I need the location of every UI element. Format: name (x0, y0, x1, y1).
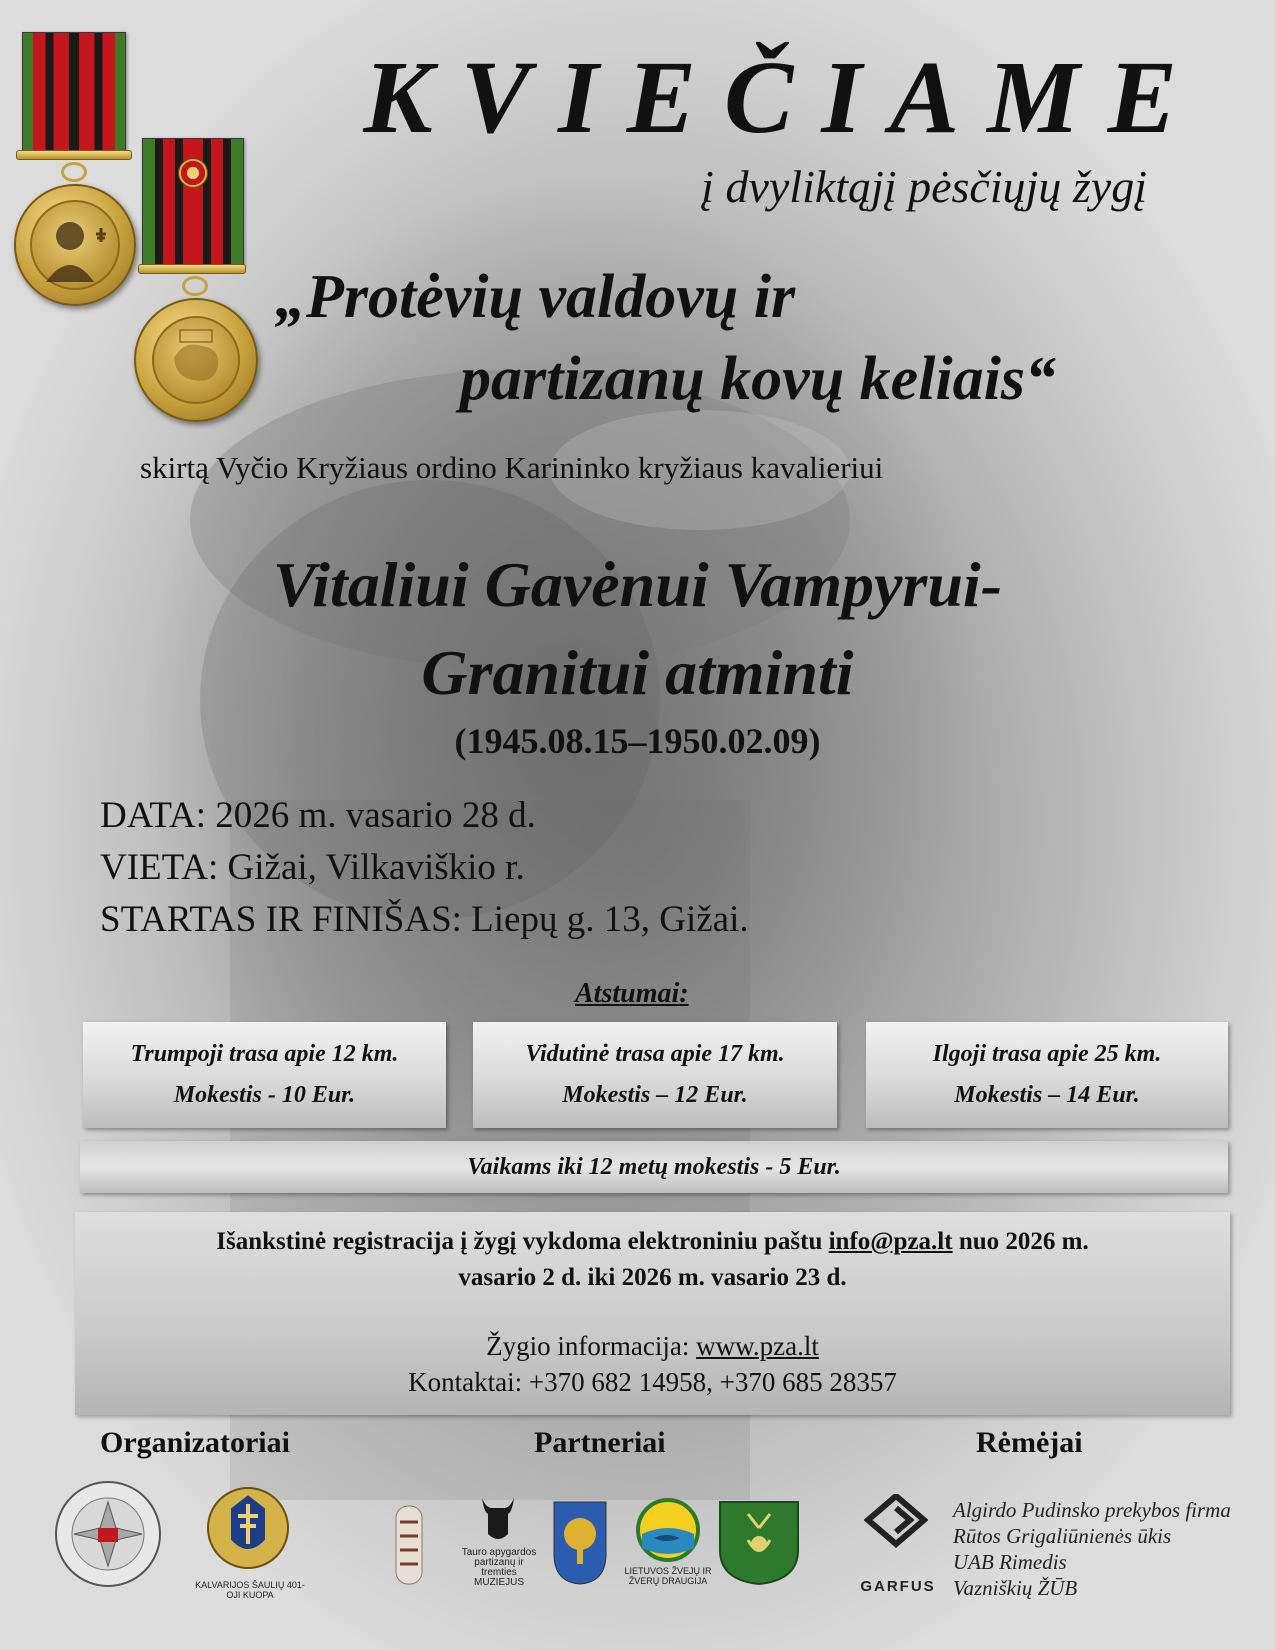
sponsor-item: Algirdo Pudinsko prekybos firma (953, 1498, 1231, 1522)
route-medium (473, 1022, 837, 1128)
route-long-fee: Mokestis – 14 Eur. (954, 1082, 1140, 1108)
distances-heading: Atstumai: (575, 978, 689, 1009)
event-place: VIETA: Gižai, Vilkaviškio r. (100, 847, 525, 888)
honoree-line2: Granitui atminti (421, 637, 854, 708)
riflemen-caption: KALVARIJOS ŠAULIŲ 401-OJI KUOPA (195, 1580, 305, 1600)
hunters-club-logo (718, 1500, 800, 1586)
route-long (866, 1022, 1228, 1128)
registration-text: Išankstinė registracija į žygį vykdoma elektroniniu paštu (216, 1228, 829, 1255)
volunteers-union-logo (52, 1478, 164, 1590)
route-medium-fee: Mokestis – 12 Eur. (562, 1082, 748, 1108)
route-long-name: Ilgoji trasa apie 25 km. (932, 1041, 1162, 1067)
event-name-line1: „Protėvių valdovų ir (275, 263, 796, 331)
dedication: skirtą Vyčio Kryžiaus ordino Karininko kryžiaus kavalieriui (140, 450, 884, 485)
route-short (83, 1022, 446, 1128)
event-start-finish: STARTAS IR FINIŠAS: Liepų g. 13, Gižai. (100, 899, 749, 940)
honoree-dates: (1945.08.15–1950.02.09) (454, 721, 821, 761)
sponsor-item: UAB Rimedis (953, 1550, 1067, 1574)
map-icon (154, 318, 238, 402)
sponsors-list (953, 1497, 1231, 1601)
sponsor-item: Vazniškių ŽŪB (953, 1576, 1078, 1600)
registration-period: vasario 2 d. iki 2026 m. vasario 23 d. (458, 1264, 847, 1291)
email-link[interactable]: info@pza.lt (828, 1228, 953, 1255)
honoree-line1: Vitaliui Gavėnui Vampyrui- (272, 549, 1003, 620)
fishing-society-caption: LIETUVOS ŽVEJŲ IR ŽVERŲ DRAUGIJA (624, 1566, 712, 1586)
event-date: DATA: 2026 m. vasario 28 d. (100, 795, 536, 836)
municipality-coat-of-arms (552, 1500, 608, 1586)
riflemen-logo (200, 1480, 296, 1580)
contacts: Kontaktai: +370 682 14958, +370 685 28357 (408, 1367, 897, 1397)
main-title: KVIEČIAME (363, 40, 1205, 155)
garfus-logo (864, 1494, 928, 1564)
museum-bull-icon (478, 1494, 518, 1544)
route-medium-name: Vidutinė trasa apie 17 km. (525, 1041, 785, 1067)
kids-fee: Vaikams iki 12 metų mokestis - 5 Eur. (80, 1141, 1228, 1193)
portrait-icon (32, 202, 118, 288)
registration-text-after: nuo 2026 m. (952, 1228, 1089, 1255)
route-short-fee: Mokestis - 10 Eur. (173, 1082, 356, 1108)
garfus-caption: GARFUS (860, 1578, 936, 1595)
subtitle: į dvyliktąjį pėsčiųjų žygį (701, 161, 1147, 212)
route-short-name: Trumpoji trasa apie 12 km. (130, 1041, 399, 1067)
website-link[interactable]: www.pza.lt (696, 1331, 819, 1361)
museum-caption: Tauro apygardos partizanų ir tremties MUZIEJUS (461, 1547, 537, 1588)
registration-panel (75, 1212, 1230, 1415)
sponsor-item: Rūtos Grigaliūnienės ūkis (953, 1524, 1172, 1548)
info-label: Žygio informacija: (486, 1331, 697, 1361)
fishing-society-logo (636, 1498, 700, 1562)
event-name-line2: partizanų kovų keliais“ (460, 345, 1056, 413)
partner-logo-1 (386, 1502, 432, 1588)
sponsors-heading: Rėmėjai (976, 1426, 1083, 1459)
organizers-heading: Organizatoriai (100, 1426, 290, 1459)
partners-heading: Partneriai (534, 1426, 666, 1459)
